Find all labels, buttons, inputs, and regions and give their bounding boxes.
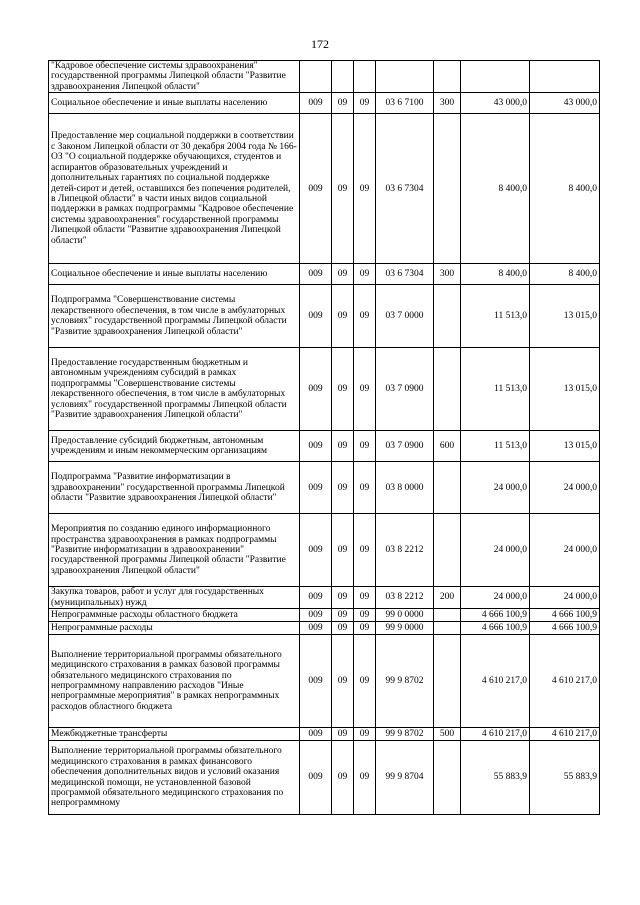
amount-year1-cell: 8 400,0: [461, 114, 530, 264]
amount-year2-cell: 55 883,9: [530, 741, 600, 815]
section-code-cell: 09: [332, 462, 354, 514]
subsection-code-cell: 09: [354, 635, 376, 728]
ministry-code-cell: 009: [300, 741, 332, 815]
table-row: [49, 431, 600, 462]
amount-year1-cell: 11 513,0: [461, 348, 530, 431]
target-article-cell: [376, 61, 434, 93]
amount-year2-cell: 4 666 100,9: [530, 609, 600, 622]
ministry-code-cell: 009: [300, 348, 332, 431]
row-name-cell: "Кадровое обеспечение системы здравоохранения" государственной программы Липецкой области "Развитие здравоохранения Липецкой области": [49, 61, 300, 93]
amount-year2-cell: 13 015,0: [530, 348, 600, 431]
target-article-cell: 99 0 0000: [376, 609, 434, 622]
ministry-code-cell: 009: [300, 431, 332, 462]
expense-type-cell: [434, 514, 461, 587]
table-row: [49, 514, 600, 587]
row-name-cell: Непрограммные расходы: [49, 622, 300, 635]
expense-type-cell: [434, 114, 461, 264]
expense-type-cell: [434, 741, 461, 815]
amount-year1-cell: 4 666 100,9: [461, 622, 530, 635]
section-code-cell: 09: [332, 348, 354, 431]
subsection-code-cell: 09: [354, 285, 376, 348]
amount-year2-cell: 4 610 217,0: [530, 728, 600, 741]
section-code-cell: 09: [332, 728, 354, 741]
section-code-cell: 09: [332, 741, 354, 815]
table-row: [49, 114, 600, 264]
table-row: [49, 622, 600, 635]
page-number: 172: [311, 37, 329, 51]
subsection-code-cell: 09: [354, 622, 376, 635]
amount-year2-cell: 43 000,0: [530, 93, 600, 114]
expense-type-cell: 200: [434, 587, 461, 609]
row-name-cell: Предоставление субсидий бюджетным, автономным учреждениям и иным некоммерческим организациям: [49, 431, 300, 462]
ministry-code-cell: 009: [300, 285, 332, 348]
amount-year2-cell: 13 015,0: [530, 285, 600, 348]
target-article-cell: 99 9 8702: [376, 728, 434, 741]
amount-year1-cell: 11 513,0: [461, 431, 530, 462]
budget-table: [48, 60, 600, 815]
amount-year1-cell: 4 610 217,0: [461, 635, 530, 728]
subsection-code-cell: 09: [354, 348, 376, 431]
table-row: [49, 93, 600, 114]
row-name-cell: Подпрограмма "Совершенствование системы лекарственного обеспечения, в том числе в амбулаторных условиях" государственной программы Липецкой области "Развитие здравоохранения Липецкой области": [49, 285, 300, 348]
expense-type-cell: [434, 635, 461, 728]
amount-year2-cell: 24 000,0: [530, 587, 600, 609]
amount-year1-cell: 24 000,0: [461, 514, 530, 587]
expense-type-cell: [434, 348, 461, 431]
table-row: [49, 61, 600, 93]
row-name-cell: Подпрограмма "Развитие информатизации в здравоохранении" государственной программы Липецкой области "Развитие здравоохранения Липецкой области": [49, 462, 300, 514]
section-code-cell: 09: [332, 264, 354, 285]
amount-year1-cell: 4 666 100,9: [461, 609, 530, 622]
section-code-cell: [332, 61, 354, 93]
subsection-code-cell: 09: [354, 431, 376, 462]
ministry-code-cell: 009: [300, 93, 332, 114]
amount-year1-cell: 24 000,0: [461, 587, 530, 609]
amount-year2-cell: 24 000,0: [530, 462, 600, 514]
amount-year1-cell: 4 610 217,0: [461, 728, 530, 741]
expense-type-cell: 300: [434, 93, 461, 114]
row-name-cell: Предоставление государственным бюджетным и автономным учреждениям субсидий в рамках подпрограммы "Совершенствование системы лекарственного обеспечения, в том числе в амбулаторных условиях" государственной программы Липецкой области "Развитие здравоохранения Липецкой области": [49, 348, 300, 431]
target-article-cell: 03 7 0000: [376, 285, 434, 348]
row-name-cell: Предоставление мер социальной поддержки в соответствии с Законом Липецкой области от 30 декабря 2004 года № 166-ОЗ "О социальной поддержке обучающихся, студентов и аспирантов образовательных учреждений и дополнительных гарантиях по социальной поддержке детей-сирот и детей, оставшихся без попечения родителей, в Липецкой области" в части иных видов социальной поддержки в рамках подпрограммы "Кадровое обеспечение системы здравоохранения" государственной программы Липецкой области "Развитие здравоохранения Липецкой области": [49, 114, 300, 264]
amount-year2-cell: 8 400,0: [530, 264, 600, 285]
section-code-cell: 09: [332, 431, 354, 462]
target-article-cell: 99 9 0000: [376, 622, 434, 635]
expense-type-cell: [434, 462, 461, 514]
expense-type-cell: [434, 622, 461, 635]
table-row: [49, 741, 600, 815]
ministry-code-cell: 009: [300, 587, 332, 609]
amount-year2-cell: 4 610 217,0: [530, 635, 600, 728]
target-article-cell: 03 6 7304: [376, 264, 434, 285]
subsection-code-cell: 09: [354, 462, 376, 514]
amount-year1-cell: 24 000,0: [461, 462, 530, 514]
target-article-cell: 03 7 0900: [376, 348, 434, 431]
table-row: [49, 609, 600, 622]
table-row: [49, 635, 600, 728]
section-code-cell: 09: [332, 514, 354, 587]
row-name-cell: Непрограммные расходы областного бюджета: [49, 609, 300, 622]
amount-year1-cell: 55 883,9: [461, 741, 530, 815]
expense-type-cell: 500: [434, 728, 461, 741]
section-code-cell: 09: [332, 635, 354, 728]
amount-year2-cell: 13 015,0: [530, 431, 600, 462]
amount-year1-cell: 11 513,0: [461, 285, 530, 348]
subsection-code-cell: 09: [354, 514, 376, 587]
section-code-cell: 09: [332, 93, 354, 114]
subsection-code-cell: 09: [354, 587, 376, 609]
target-article-cell: 99 9 8702: [376, 635, 434, 728]
expense-type-cell: 300: [434, 264, 461, 285]
target-article-cell: 03 6 7100: [376, 93, 434, 114]
table-row: [49, 728, 600, 741]
expense-type-cell: 600: [434, 431, 461, 462]
table-row: [49, 348, 600, 431]
target-article-cell: 03 8 0000: [376, 462, 434, 514]
subsection-code-cell: 09: [354, 741, 376, 815]
subsection-code-cell: [354, 61, 376, 93]
ministry-code-cell: 009: [300, 635, 332, 728]
table-body: [49, 61, 600, 815]
expense-type-cell: [434, 61, 461, 93]
ministry-code-cell: 009: [300, 114, 332, 264]
section-code-cell: 09: [332, 609, 354, 622]
row-name-cell: Выполнение территориальной программы обязательного медицинского страхования в рамках базовой программы обязательного медицинского страхования по непрограммному направлению расходов "Иные непрограммные мероприятия" в рамках непрограммных расходов областного бюджета: [49, 635, 300, 728]
row-name-cell: Социальное обеспечение и иные выплаты населению: [49, 264, 300, 285]
section-code-cell: 09: [332, 587, 354, 609]
table-row: [49, 462, 600, 514]
section-code-cell: 09: [332, 285, 354, 348]
table-row: [49, 587, 600, 609]
ministry-code-cell: 009: [300, 609, 332, 622]
amount-year1-cell: 8 400,0: [461, 264, 530, 285]
ministry-code-cell: 009: [300, 728, 332, 741]
target-article-cell: 99 9 8704: [376, 741, 434, 815]
table-row: [49, 264, 600, 285]
subsection-code-cell: 09: [354, 114, 376, 264]
amount-year2-cell: 24 000,0: [530, 514, 600, 587]
amount-year2-cell: [530, 61, 600, 93]
section-code-cell: 09: [332, 622, 354, 635]
table-row: [49, 285, 600, 348]
amount-year2-cell: 4 666 100,9: [530, 622, 600, 635]
section-code-cell: 09: [332, 114, 354, 264]
target-article-cell: 03 7 0900: [376, 431, 434, 462]
row-name-cell: Выполнение территориальной программы обязательного медицинского страхования в рамках финансового обеспечения дополнительных видов и условий оказания медицинской помощи, не установленной базовой программой обязательного медицинского страхования по непрограммному: [49, 741, 300, 815]
row-name-cell: Социальное обеспечение и иные выплаты населению: [49, 93, 300, 114]
amount-year1-cell: [461, 61, 530, 93]
amount-year2-cell: 8 400,0: [530, 114, 600, 264]
subsection-code-cell: 09: [354, 93, 376, 114]
ministry-code-cell: 009: [300, 622, 332, 635]
target-article-cell: 03 8 2212: [376, 514, 434, 587]
target-article-cell: 03 6 7304: [376, 114, 434, 264]
subsection-code-cell: 09: [354, 728, 376, 741]
target-article-cell: 03 8 2212: [376, 587, 434, 609]
expense-type-cell: [434, 285, 461, 348]
ministry-code-cell: 009: [300, 264, 332, 285]
ministry-code-cell: 009: [300, 514, 332, 587]
subsection-code-cell: 09: [354, 609, 376, 622]
row-name-cell: Мероприятия по созданию единого информационного пространства здравоохранения в рамках подпрограммы "Развитие информатизации в здравоохранении" государственной программы Липецкой области "Развитие здравоохранения Липецкой области": [49, 514, 300, 587]
amount-year1-cell: 43 000,0: [461, 93, 530, 114]
row-name-cell: Закупка товаров, работ и услуг для государственных (муниципальных) нужд: [49, 587, 300, 609]
ministry-code-cell: 009: [300, 462, 332, 514]
ministry-code-cell: [300, 61, 332, 93]
row-name-cell: Межбюджетные трансферты: [49, 728, 300, 741]
expense-type-cell: [434, 609, 461, 622]
subsection-code-cell: 09: [354, 264, 376, 285]
